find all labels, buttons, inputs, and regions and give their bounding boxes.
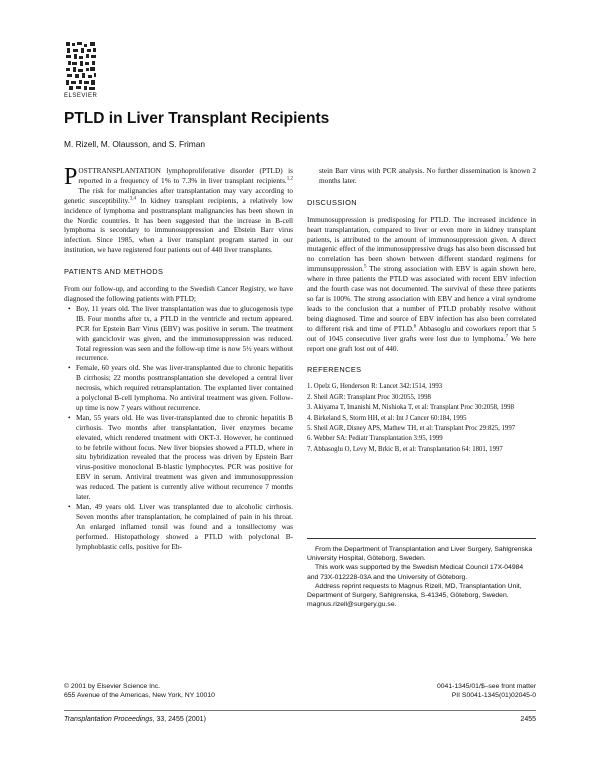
pii-line: PII S0041-1345(01)02045-0 [451, 692, 536, 699]
discussion-paragraph [307, 215, 536, 354]
case-item: • Man, 49 years old. Liver was transplanted due to alcoholic cirrhosis. Seven months after transplantation, he complained of pain in his throat. An enlarged inflamed tonsil was found and a tonsillectomy was performed. Histopathology showed a PTLD with polyclonal B-lymphoblastic cells, positive for Eb- [76, 502, 293, 552]
citation-sup: 6 [413, 324, 417, 330]
case-continuation: stein Barr virus with PCR analysis. No further dissemination is known 2 months later. [319, 166, 536, 185]
article-title: PTLD in Liver Transplant Recipients [64, 110, 330, 127]
intro-paragraph [64, 166, 293, 255]
issn-line: 0041-1345/01/$–see front matter [437, 683, 536, 690]
footnote-support: This work was supported by the Swedish Medical Council 17X-04984 and 73X-012228-03A and the University of Göteborg. [307, 564, 524, 581]
section-heading-references: REFERENCES [307, 365, 362, 375]
footnote-affiliation: From the Department of Transplantation and Liver Surgery, Sahlgrenska University Hospital, Göteborg, Sweden. [307, 546, 533, 563]
reference-item: 4. Birkeland S, Storm HH, et al: Int J Cancer 60:184, 1995 [307, 414, 467, 422]
citation-sup: 7 [505, 334, 508, 340]
journal-name: Transplantation Proceedings [64, 716, 153, 723]
footnote-reprints: Address reprint requests to Magnus Rizell, MD, Transplantation Unit, Department of Surgery, Sahlgrenska, S-41345, Göteborg, Sweden. magnus.rizell@surgery.gu.se. [307, 582, 522, 609]
reference-list [307, 382, 536, 455]
reference-item: 1. Opelz G, Henderson R: Lancet 342:1514, 1993 [307, 383, 443, 391]
right-column [307, 166, 536, 455]
publisher-address: 655 Avenue of the Americas, New York, NY 10010 [64, 692, 215, 699]
reference-item: 3. Akiyama T, Imanishi M, Nishioka T, et al: Transplant Proc 30:2058, 1998 [307, 404, 514, 412]
citation-sup: 5 [363, 264, 367, 270]
reference-item: 7. Abbasoglu O, Levy M, Brkic B, et al: Transplantation 64: 1801, 1997 [307, 445, 503, 453]
copyright [64, 682, 215, 700]
intro-text-a: OSTTRANSPLANTATION lymphoproliferative disorder (PTLD) is reported in a frequency of 1% to 7.3% in liver transplant recipients. [78, 166, 293, 185]
section-heading-patients: PATIENTS AND METHODS [64, 267, 164, 277]
intro-text-b: The risk for malignancies after transplantation may vary according to genetic susceptibility. [64, 185, 293, 205]
elsevier-logo-icon [64, 40, 98, 92]
footnotes [307, 545, 536, 609]
discussion-text-a: Immunosuppression is predisposing for PTLD. The increased incidence in heart transplantation, compared to liver or even more in kidney transplant patients, is attributed to the amount of immunosuppression given. A direct mutagenic effect of the immunosuppressive drugs has also been discussed but no correlation has been shown between different standard regimens for immunsuppression. [307, 214, 536, 274]
citation-sup: 3,4 [129, 196, 136, 202]
publisher-logo-text: ELSEVIER [64, 93, 98, 99]
discussion-text-b: The strong association with EBV is again shown here, where in three patients the PTLD was associated with recent EBV infection and the fourth case was not documented. The survival of these three patients so far is 100%. The strong association with EBV and hence a viral syndrome leads to the conclusion that a number of PTLD probably resolve without being diagnosed. Time and source of EBV infection has also been correlated to different risk and time of PTLD. [307, 264, 536, 333]
discussion-text-c: Abbasoglu and coworkers report that 5 out of 1045 consecutive liver grafts were lost due to lymphoma. [307, 323, 536, 343]
patients-intro: From our follow-up, and according to the Swedish Cancer Registry, we have diagnosed the following patients with PTLD; [64, 284, 293, 303]
case-item: • Female, 60 years old. She was liver-transplanted due to chronic hepatitis B cirrhosis; 22 months posttransplantation she developed a central liver necrosis, which required retransplantation. The explanted liver contained a polyclonal B-cell lymphoma. No antiviral treatment was given. Follow-up time is now 7 years without recurrence. [76, 363, 293, 413]
section-heading-discussion: DISCUSSION [307, 197, 357, 207]
article-authors: M. Rizell, M. Olausson, and S. Friman [64, 139, 206, 149]
journal-citation [64, 716, 206, 723]
article-identifiers [307, 682, 536, 700]
case-list [64, 304, 293, 552]
intro-text-c: In kidney transplant recipients, a relatively low incidence of lymphoma and posttransplant malignancies has been shown in the Nordic countries. It has been suggested that the increase in B-cell lymphoma is secondary to immunosuppression and Ebstein Barr virus infection. Since 1985, when a liver transplant program started in our institution, we have registered four patients out of 440 liver transplants. [64, 195, 293, 255]
reference-item: 6. Webber SA: Pediatr Transplantation 3:95, 1999 [307, 435, 443, 443]
footnote-divider [307, 538, 536, 539]
copyright-line: © 2001 by Elsevier Science Inc. [64, 683, 161, 690]
journal-volume: , 33, 2455 (2001) [152, 716, 206, 723]
left-column [64, 166, 293, 552]
reference-item: 5. Sheil AGR, Disney APS, Mathew TH, et al: Transplant Proc 29:825, 1997 [307, 424, 516, 432]
reference-item: 2. Sheil AGR: Transplant Proc 30:2055, 1998 [307, 393, 431, 401]
citation-sup: 1,2 [286, 176, 293, 182]
footer-divider [64, 710, 536, 711]
case-item: • Man, 55 years old. He was liver-transplanted due to chronic hepatitis B cirrhosis. Two months after transplantation, liver enzymes became elevated, which rendered treatment with OKT-3. However, he continued to be febrile without focus. New liver biopsies showed a PTLD, where in situ hybridization revealed that the process was driven by Epstein Barr virus-positive monoclonal B-blastic lymphocytes. PCR was positive for EBV in serum. Antiviral treatment was given and immunosuppression was reduced. The patient is currently alive without recurrence 7 months later. [76, 413, 293, 502]
drop-cap: P [64, 164, 78, 190]
page-number: 2455 [520, 716, 536, 723]
case-item: • Boy, 11 years old. The liver transplantation was due to glucogenosis type IB. Four months after tx, a PTLD in the ventricle and rectum appeared. PCR for Epstein Barr Virus (EBV) was positive in serum. The treatment with ganciclovir was given, and the immunosuppression was reduced. Total regression was seen and the follow-up time is now 5½ years without recurrence. [76, 304, 293, 363]
discussion-text-d: We here report one graft lost out of 440. [307, 333, 536, 353]
